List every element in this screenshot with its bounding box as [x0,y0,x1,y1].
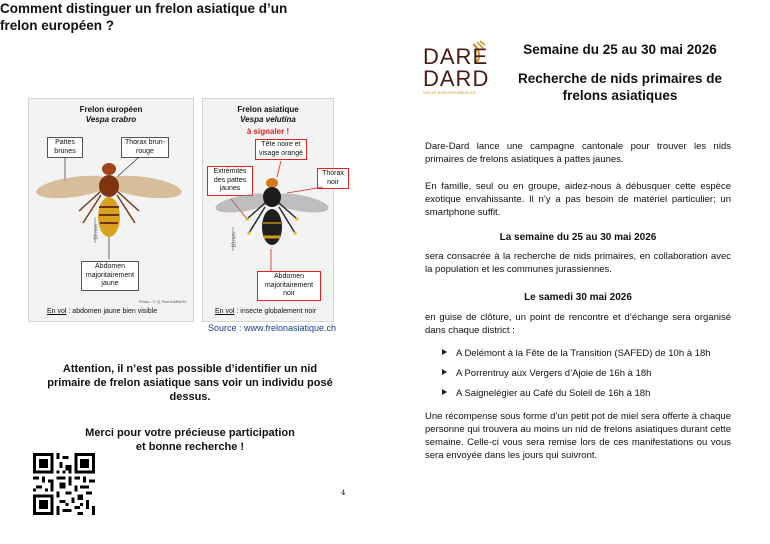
european-photo-credit: Photo : © Q. Rome/MNHN [139,299,186,304]
paragraph-help: En famille, seul ou en groupe, aidez-nous à débusquer cette espèce exotique envahissante. Il n’y a pas besoin de matériel particulier; un smartphone suffit. [425,181,731,218]
asian-scale: 10 mm [231,232,238,248]
asian-signal: à signaler ! [246,127,290,136]
left-heading: Comment distinguer un frelon asiatique d’un frelon européen ? [0,1,288,33]
european-en-vol [47,308,157,315]
asian-card-title: Frelon asiatique [237,105,299,114]
list-item [442,348,711,359]
list-item-text: A Delémont à la Fête de la Transition (SAFED) de 10h à 18h [456,348,711,359]
list-item [442,388,650,399]
european-label-pattes: Pattes brunes [47,137,83,158]
dare-dard-logo [421,40,497,98]
list-item-text: A Saignelégier au Café du Soleil de 16h à 18h [456,388,651,399]
qr-code[interactable] [33,453,95,515]
asian-label-tete: Tête noire et visage orangé [255,139,307,160]
asian-en-vol [215,308,316,315]
asian-label-thorax: Thorax noir [317,168,349,189]
subheading-week: La semaine du 25 au 30 mai 2026 [499,232,657,243]
european-en-vol-text: : abdomen jaune bien visible [66,308,158,315]
right-title-campaign: Recherche de nids primaires de frelons asiatiques [517,71,723,103]
paragraph-reward: Une récompense sous forme d’un petit pot de miel sera offerte à chaque personne qui trouvera au moins un nid de frelons asiatiques durant cette semaine. Celle-ci vous sera remise lors de ces manifestations ou vous sera envoyée dans les jours qui suivront. [425,411,731,461]
asian-en-vol-text: : insecte globalement noir [234,308,317,315]
paragraph-week: sera consacrée à la recherche de nids primaires, en collaboration avec la population et les communes jurassiennes. [425,251,731,275]
european-label-abdomen: Abdomen majoritairement jaune [81,261,139,291]
logo-tagline: VEILLE SUR NOS ABEILLES [423,90,476,95]
european-hornet-card [28,98,194,322]
bullet-arrow-icon [442,369,447,375]
asian-label-extremites: Extrémités des pattes jaunes [207,166,253,196]
list-item [442,368,651,379]
european-scale: 10 mm [93,224,100,240]
right-title-week: Semaine du 25 au 30 mai 2026 [523,42,717,57]
european-label-thorax: Thorax brun-rouge [121,137,169,158]
european-card-latin: Vespa crabro [85,115,137,124]
bullet-arrow-icon [442,349,447,355]
paragraph-closing: en guise de clôture, un point de rencontre et d’échange sera organisé dans chaque district : [425,312,731,336]
list-item-text: A Porrentruy aux Vergers d’Ajoie de 16h à 18h [456,368,652,379]
attention-text: Attention, il n’est pas possible d’identifier un nid primaire de frelon asiatique sans voir un individu posé dessus. [47,363,333,403]
bullet-arrow-icon [442,389,447,395]
logo-line-1: DARE [423,44,489,69]
asian-en-vol-label: En vol [215,308,235,315]
logo-graphic [421,40,497,98]
page-number: 4 [341,489,346,497]
paragraph-intro: Dare-Dard lance une campagne cantonale pour trouver les nids primaires de frelons asiatiques à pattes jaunes. [425,141,731,165]
european-en-vol-label: En vol [47,308,67,315]
thanks-line-2: et bonne recherche ! [135,441,245,453]
european-card-title: Frelon européen [79,105,143,114]
thanks-text [40,426,340,454]
asian-card-latin: Vespa velutina [240,115,296,124]
asian-label-abdomen: Abdomen majoritairement noir [257,271,321,301]
logo-line-2: DARD [423,66,490,91]
thanks-line-1: Merci pour votre précieuse participation [85,427,295,439]
asian-hornet-card [202,98,344,322]
subheading-saturday: Le samedi 30 mai 2026 [524,292,632,303]
source-link[interactable]: Source : www.frelonasiatique.ch [208,323,337,333]
